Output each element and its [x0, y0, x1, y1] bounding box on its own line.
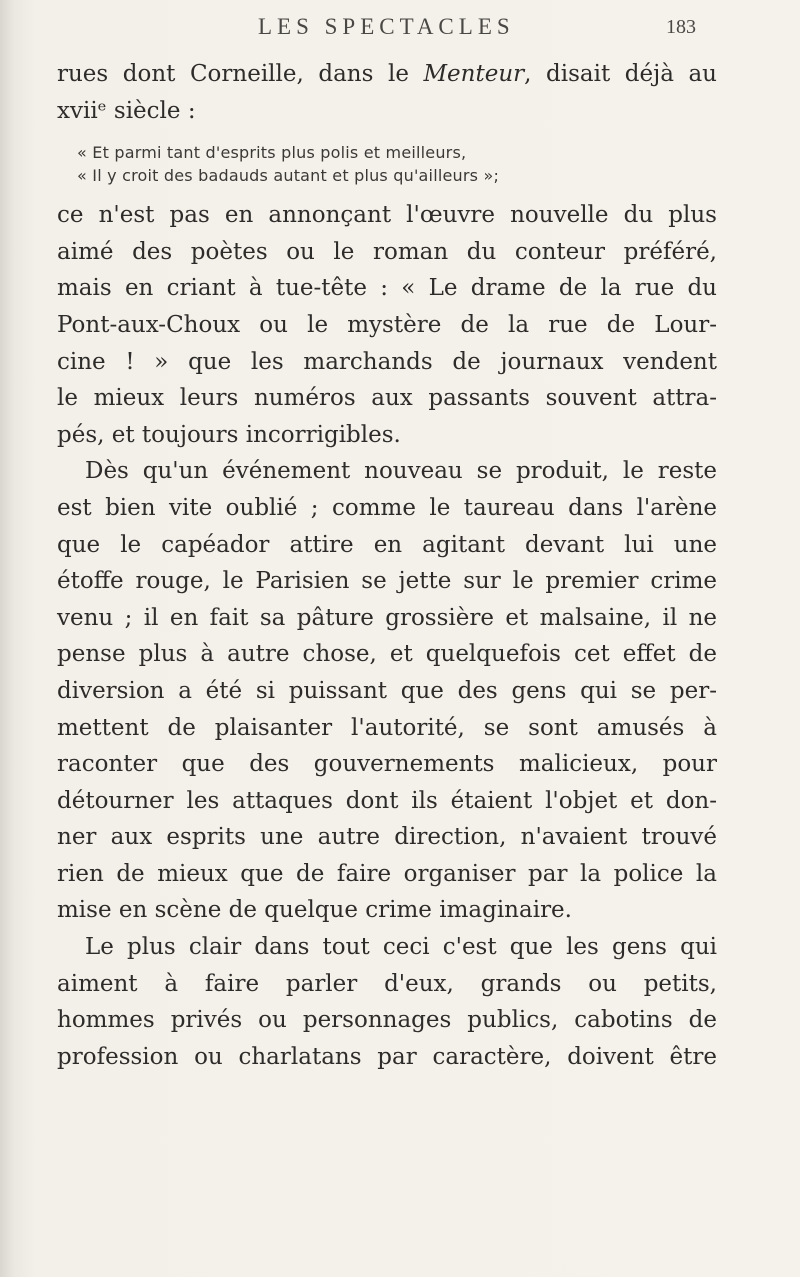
text-line: Pont-aux-Choux ou le mystère de la rue de Lour-: [57, 311, 717, 338]
text-line: étoffe rouge, le Parisien se jette sur le premier crime: [57, 568, 717, 595]
paragraph-4: [57, 929, 717, 1075]
verse-line: « Et parmi tant d'esprits plus polis et meilleurs,: [77, 143, 467, 163]
text-line: venu ; il en fait sa pâture grossière et malsaine, il ne: [57, 604, 717, 631]
text-line: ner aux esprits une autre direction, n'avaient trouvé: [57, 824, 717, 851]
text-line: mettent de plaisanter l'autorité, se sont amusés à: [57, 714, 717, 741]
text-line: Dès qu'un événement nouveau se produit, le reste: [85, 458, 717, 485]
page-number: 183: [666, 16, 696, 38]
text-line: raconter que des gouvernements malicieux, pour: [57, 751, 717, 778]
paragraph-3: [57, 453, 717, 929]
text-line: pense plus à autre chose, et quelquefois cet effet de: [57, 641, 717, 668]
paragraph-2: [57, 197, 717, 453]
page-header: [0, 14, 800, 50]
text-line: hommes privés ou personnages publics, cabotins de: [57, 1007, 717, 1034]
text-line: détourner les attaques dont ils étaient l'objet et don-: [57, 787, 717, 814]
text-line: le mieux leurs numéros aux passants souvent attra-: [57, 385, 717, 412]
text-line: est bien vite oublié ; comme le taureau dans l'arène: [57, 494, 717, 521]
text-line: pés, et toujours incorrigibles.: [57, 421, 401, 448]
text-line: [57, 56, 717, 93]
text-line: diversion a été si puissant que des gens qui se per-: [57, 677, 717, 704]
paragraph-1: [57, 56, 717, 129]
verse-line: « Il y croit des badauds autant et plus qu'ailleurs »;: [77, 166, 500, 186]
text-line: rien de mieux que de faire organiser par la police la: [57, 860, 717, 887]
text-run: rues dont Corneille, dans le: [57, 61, 424, 87]
text-line: xviiᵉ siècle :: [57, 97, 196, 124]
text-line: ce n'est pas en annonçant l'œuvre nouvelle du plus: [57, 202, 717, 229]
text-run: , disait déjà au: [524, 61, 717, 87]
running-title: LES SPECTACLES: [258, 14, 515, 39]
text-line: cine ! » que les marchands de journaux vendent: [57, 348, 717, 375]
book-title-menteur: Menteur: [423, 61, 525, 87]
text-line: Le plus clair dans tout ceci c'est que les gens qui: [85, 934, 717, 961]
text-line: que le capéador attire en agitant devant lui une: [57, 531, 717, 558]
text-line: aiment à faire parler d'eux, grands ou petits,: [57, 970, 717, 997]
text-line: mise en scène de quelque crime imaginaire.: [57, 897, 572, 924]
verse-quote: [57, 141, 717, 187]
body-text: [57, 56, 717, 1075]
text-line: profession ou charlatans par caractère, doivent être: [57, 1043, 717, 1070]
text-line: aimé des poètes ou le roman du conteur préféré,: [57, 238, 717, 265]
text-line: mais en criant à tue-tête : « Le drame de la rue du: [57, 275, 717, 302]
